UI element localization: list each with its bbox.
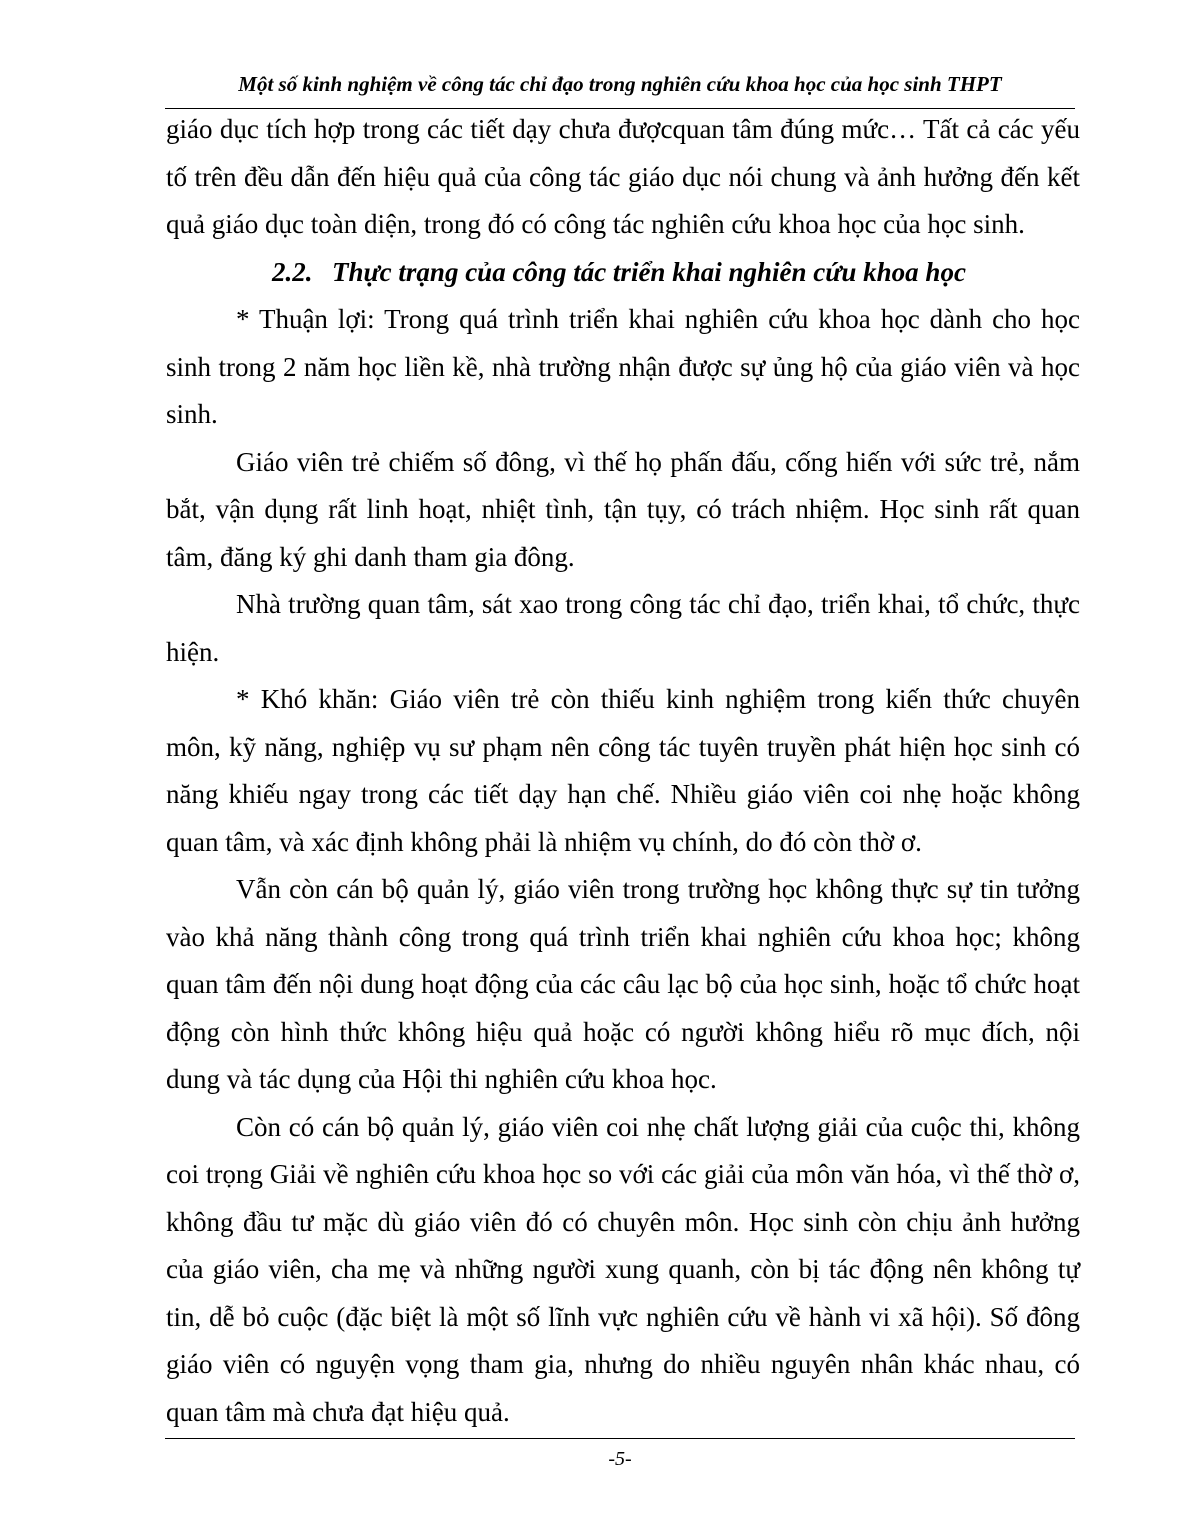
- paragraph-managers: Vẫn còn cán bộ quản lý, giáo viên trong trường học không thực sự tin tưởng vào khả năng thành công trong quá trình triển khai nghiên cứu khoa học; không quan tâm đến nội dung hoạt động của các câu lạc bộ của học sinh, hoặc tổ chức hoạt động còn hình thức không hiệu quả hoặc có người không hiểu rõ mục đích, nội dung và tác dụng của Hội thi nghiên cứu khoa học.: [166, 874, 1080, 1094]
- section-title: Thực trạng của công tác triển khai nghiên cứu khoa học: [332, 256, 966, 287]
- paragraph-difficulties: * Khó khăn: Giáo viên trẻ còn thiếu kinh nghiệm trong kiến thức chuyên môn, kỹ năng, nghiệp vụ sư phạm nên công tác tuyên truyền phát hiện học sinh có năng khiếu ngay trong các tiết dạy hạn chế. Nhiều giáo viên coi nhẹ hoặc không quan tâm, và xác định không phải là nhiệm vụ chính, do đó còn thờ ơ.: [166, 684, 1080, 857]
- paragraph-1: giáo dục tích hợp trong các tiết dạy chưa đượcquan tâm đúng mức… Tất cả các yếu tố trên đều dẫn đến hiệu quả của công tác giáo dục nói chung và ảnh hưởng đến kết quả giáo dục toàn diện, trong đó có công tác nghiên cứu khoa học của học sinh.: [166, 114, 1080, 239]
- running-header: Một số kinh nghiệm về công tác chỉ đạo trong nghiên cứu khoa học của học sinh THPT: [238, 72, 1002, 96]
- footer-rule: [165, 1438, 1075, 1439]
- section-heading: [166, 249, 1080, 297]
- page-number: -5-: [608, 1448, 632, 1470]
- page-body: [166, 106, 1080, 1436]
- paragraph-young-teachers: Giáo viên trẻ chiếm số đông, vì thế họ phấn đấu, cống hiến với sức trẻ, nắm bắt, vận dụng rất linh hoạt, nhiệt tình, tận tụy, có trách nhiệm. Học sinh rất quan tâm, đăng ký ghi danh tham gia đông.: [166, 446, 1080, 572]
- paragraph-prize-quality: Còn có cán bộ quản lý, giáo viên coi nhẹ chất lượng giải của cuộc thi, không coi trọng Giải về nghiên cứu khoa học so với các giải của môn văn hóa, vì thế thờ ơ, không đầu tư mặc dù giáo viên đó có chuyên môn. Học sinh còn chịu ảnh hưởng của giáo viên, cha mẹ và những người xung quanh, còn bị tác động nên không tự tin, dễ bỏ cuộc (đặc biệt là một số lĩnh vực nghiên cứu về hành vi xã hội). Số đông giáo viên có nguyện vọng tham gia, nhưng do nhiều nguyên nhân khác nhau, có quan tâm mà chưa đạt hiệu quả.: [166, 1111, 1080, 1427]
- paragraph-school-attention: Nhà trường quan tâm, sát xao trong công tác chỉ đạo, triển khai, tổ chức, thực hiện.: [166, 589, 1080, 667]
- paragraph-advantages: * Thuận lợi: Trong quá trình triển khai nghiên cứu khoa học dành cho học sinh trong 2 năm học liền kề, nhà trường nhận được sự ủng hộ của giáo viên và học sinh.: [166, 304, 1080, 429]
- section-number: 2.2.: [272, 256, 313, 287]
